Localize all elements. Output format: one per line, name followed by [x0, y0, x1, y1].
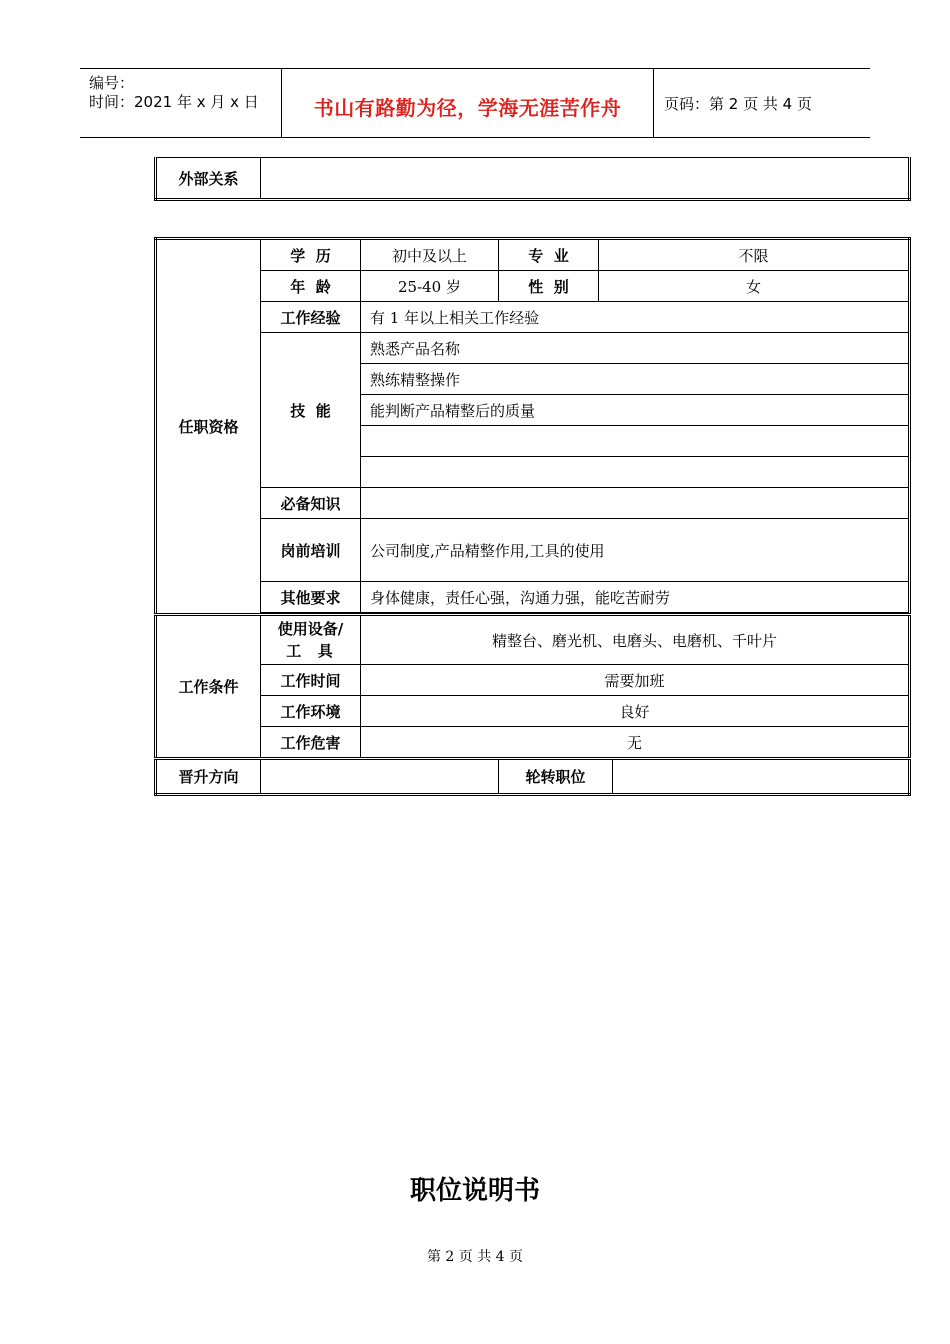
conditions-section-label: 工作条件	[156, 615, 261, 759]
footer-page-number: 第 2 页 共 4 页	[426, 1249, 524, 1265]
knowledge-value	[361, 488, 910, 519]
page-header	[80, 68, 870, 138]
external-relations-label: 外部关系	[156, 158, 261, 200]
header-page-number: 页码：第 2 页 共 4 页	[664, 95, 812, 113]
promotion-value	[261, 759, 499, 795]
skill-item: 熟练精整操作	[361, 364, 910, 395]
skill-item: 熟悉产品名称	[361, 333, 910, 364]
doc-time: 时间：2021 年 x 月 x 日	[89, 93, 259, 111]
skill-item: 能判断产品精整后的质量	[361, 395, 910, 426]
other-requirements-value: 身体健康，责任心强，沟通力强，能吃苦耐劳	[361, 582, 910, 613]
equipment-value: 精整台、磨光机、电磨头、电磨机、千叶片	[361, 615, 910, 665]
hazard-label: 工作危害	[261, 727, 361, 759]
training-label: 岗前培训	[261, 519, 361, 582]
header-motto: 书山有路勤为径，学海无涯苦作舟	[313, 96, 622, 120]
age-label: 年 龄	[261, 271, 361, 302]
gender-value: 女	[599, 271, 910, 302]
equipment-label-line1: 使用设备/	[277, 620, 344, 638]
skill-item	[361, 457, 910, 488]
hazard-value: 无	[361, 727, 910, 759]
equipment-label	[261, 615, 361, 665]
document-title: 职位说明书	[409, 1176, 540, 1206]
environment-value: 良好	[361, 696, 910, 727]
rotation-label: 轮转职位	[499, 759, 613, 795]
experience-label: 工作经验	[261, 302, 361, 333]
knowledge-label: 必备知识	[261, 488, 361, 519]
header-page-cell	[654, 69, 870, 137]
education-label: 学 历	[261, 239, 361, 271]
external-relations-value	[261, 158, 910, 200]
equipment-label-line2: 工 具	[286, 642, 335, 660]
gender-label: 性 别	[499, 271, 599, 302]
qualifications-section-label: 任职资格	[156, 239, 261, 615]
work-time-label: 工作时间	[261, 665, 361, 696]
education-value: 初中及以上	[361, 239, 499, 271]
rotation-value	[613, 759, 910, 795]
promotion-label: 晋升方向	[156, 759, 261, 795]
major-value: 不限	[599, 239, 910, 271]
header-motto-cell	[282, 69, 654, 137]
skills-label: 技 能	[261, 333, 361, 488]
age-value: 25-40 岁	[361, 271, 499, 302]
other-requirements-label: 其他要求	[261, 582, 361, 613]
environment-label: 工作环境	[261, 696, 361, 727]
training-value: 公司制度,产品精整作用,工具的使用	[361, 519, 910, 582]
job-requirements-table	[154, 237, 911, 796]
header-meta	[80, 69, 282, 137]
skill-item	[361, 426, 910, 457]
work-time-value: 需要加班	[361, 665, 910, 696]
external-relations-table	[154, 157, 911, 201]
major-label: 专 业	[499, 239, 599, 271]
experience-value: 有 1 年以上相关工作经验	[361, 302, 910, 333]
doc-number-label: 编号：	[89, 74, 135, 92]
